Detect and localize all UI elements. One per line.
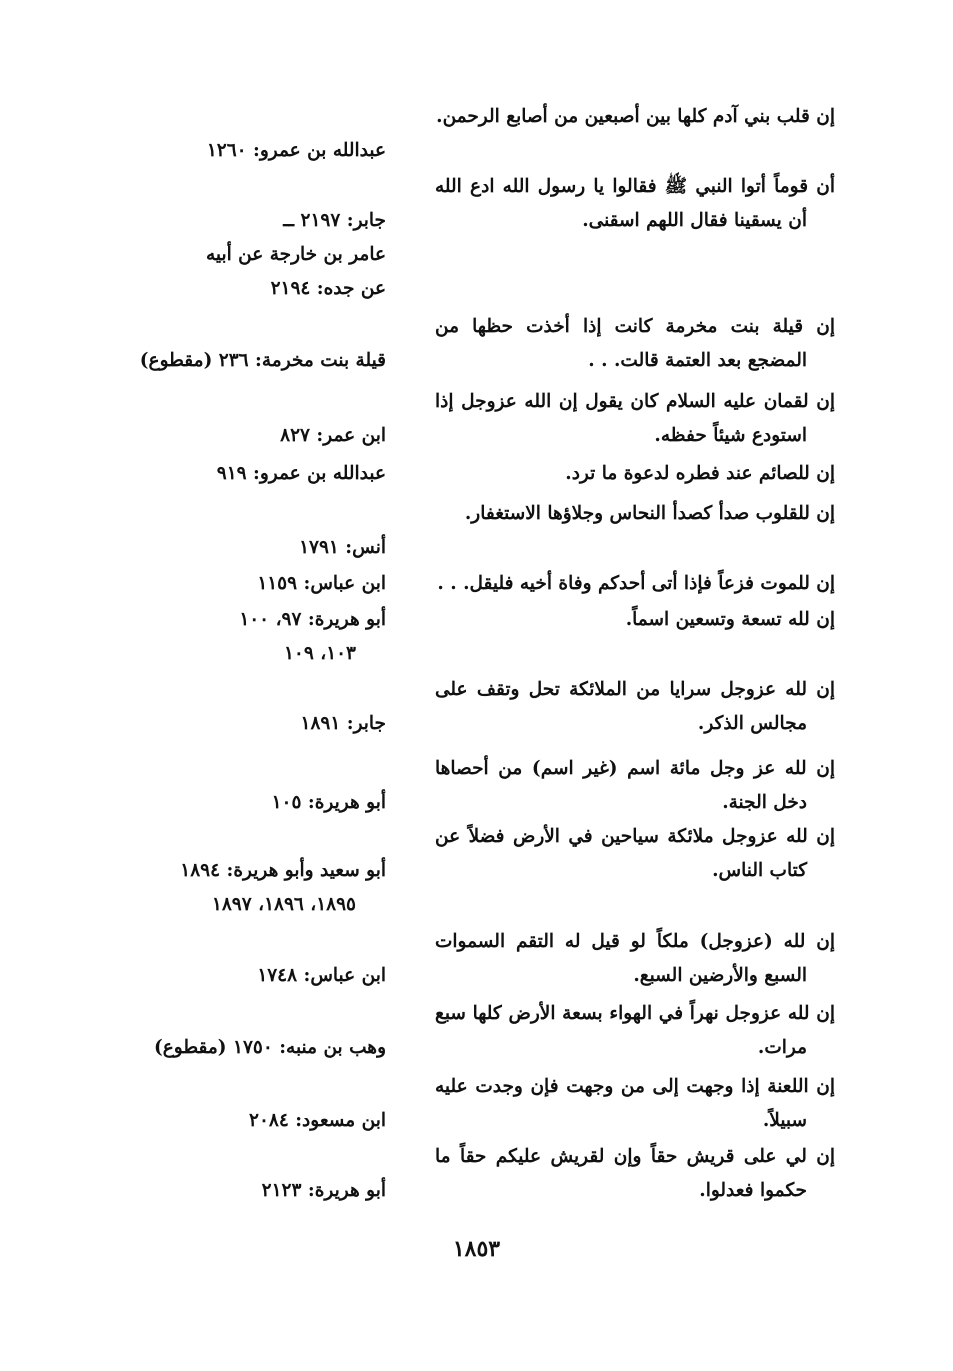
page-number: ١٨٥٣ <box>452 1236 501 1262</box>
hadith-source <box>120 419 386 453</box>
hadith-source <box>120 531 386 565</box>
hadith-source <box>120 134 386 168</box>
hadith-source <box>120 786 386 820</box>
source-line: ١٨٩٥، ١٨٩٦، ١٨٩٧ <box>211 894 356 915</box>
hadith-text: إن للصائم عند فطره لدعوة ما ترد. <box>565 463 835 484</box>
source-line: ابن عباس: ١٧٤٨ <box>257 965 386 986</box>
hadith-source <box>120 344 386 378</box>
hadith-source <box>120 204 386 306</box>
hadith-text: إن لله عزوجل سرايا من الملائكة تحل وتقف على مجالس الذكر. <box>435 679 835 734</box>
hadith-source <box>120 1031 386 1065</box>
hadith-text: إن لله (عزوجل) ملكاً لو قيل له التقم السموات السبع والأرضين السبع. <box>435 931 835 986</box>
hadith-text: إن لله عز وجل مائة اسم (غير اسم) من أحصاها دخل الجنة. <box>435 758 835 813</box>
source-line: أبو هريرة: ٩٧، ١٠٠ <box>239 609 386 630</box>
source-line: أنس: ١٧٩١ <box>299 537 386 558</box>
source-line: جابر: ٢١٩٧ ــ <box>283 210 386 231</box>
source-line: أبو سعيد وأبو هريرة: ١٨٩٤ <box>180 860 386 881</box>
source-line: ابن عمر: ٨٢٧ <box>280 425 386 446</box>
hadith-source <box>120 567 386 601</box>
source-line: عبدالله بن عمرو: ١٢٦٠ <box>206 140 386 161</box>
source-line: ١٠٣، ١٠٩ <box>283 643 356 664</box>
hadith-text: إن لي على قريش حقاً وإن لقريش عليكم حقاً ما حكموا فعدلوا. <box>435 1146 835 1201</box>
source-line: عبدالله بن عمرو: ٩١٩ <box>216 463 386 484</box>
hadith-text: إن لله عزوجل ملائكة سياحين في الأرض فضلاً عن كتاب الناس. <box>435 826 835 881</box>
hadith-text: إن لقمان عليه السلام كان يقول إن الله عزوجل إذا استودع شيئاً حفظه. <box>435 391 835 446</box>
source-line: وهب بن منبه: ١٧٥٠ (مقطوع) <box>154 1037 386 1058</box>
hadith-source <box>120 959 386 993</box>
hadith-text: إن لله تسعة وتسعين اسماً. <box>625 609 835 630</box>
hadith-source <box>120 603 386 671</box>
hadith-source <box>120 1174 386 1208</box>
hadith-text: إن للقلوب صدأ كصدأ النحاس وجلاؤها الاستغفار. <box>464 503 835 524</box>
hadith-source <box>120 457 386 491</box>
source-line: عامر بن خارجة عن أبيه <box>205 244 386 265</box>
hadith-source <box>120 707 386 741</box>
hadith-text: أن قوماً أتوا النبي ﷺ فقالوا يا رسول الله ادع الله أن يسقينا فقال اللهم اسقنى. <box>435 176 835 231</box>
hadith-source <box>120 1104 386 1138</box>
hadith-text: إن لله عزوجل نهراً في الهواء بسعة الأرض كلها سبع مرات. <box>435 1003 835 1058</box>
hadith-text: إن قيلة بنت مخرمة كانت إذا أخذت حظها من المضجع بعد العتمة قالت. . . <box>435 316 835 371</box>
source-line: أبو هريرة: ١٠٥ <box>271 792 386 813</box>
hadith-text: إن اللعنة إذا وجهت إلى من وجهت فإن وجدت عليه سبيلاً. <box>435 1076 835 1131</box>
source-line: عن جده: ٢١٩٤ <box>270 278 386 299</box>
source-line: ابن عباس: ١١٥٩ <box>257 573 386 594</box>
source-line: أبو هريرة: ٢١٢٣ <box>261 1180 386 1201</box>
source-line: جابر: ١٨٩١ <box>300 713 386 734</box>
hadith-text: إن للموت فزعاً فإذا أتى أحدكم وفاة أخيه فليقل. . . <box>437 573 835 594</box>
source-line: قيلة بنت مخرمة: ٢٣٦ (مقطوع) <box>139 350 386 371</box>
hadith-source <box>120 854 386 922</box>
source-line: ابن مسعود: ٢٠٨٤ <box>249 1110 386 1131</box>
hadith-text: إن قلب بني آدم كلها بين أصبعين من أصابع الرحمن. <box>436 106 835 127</box>
